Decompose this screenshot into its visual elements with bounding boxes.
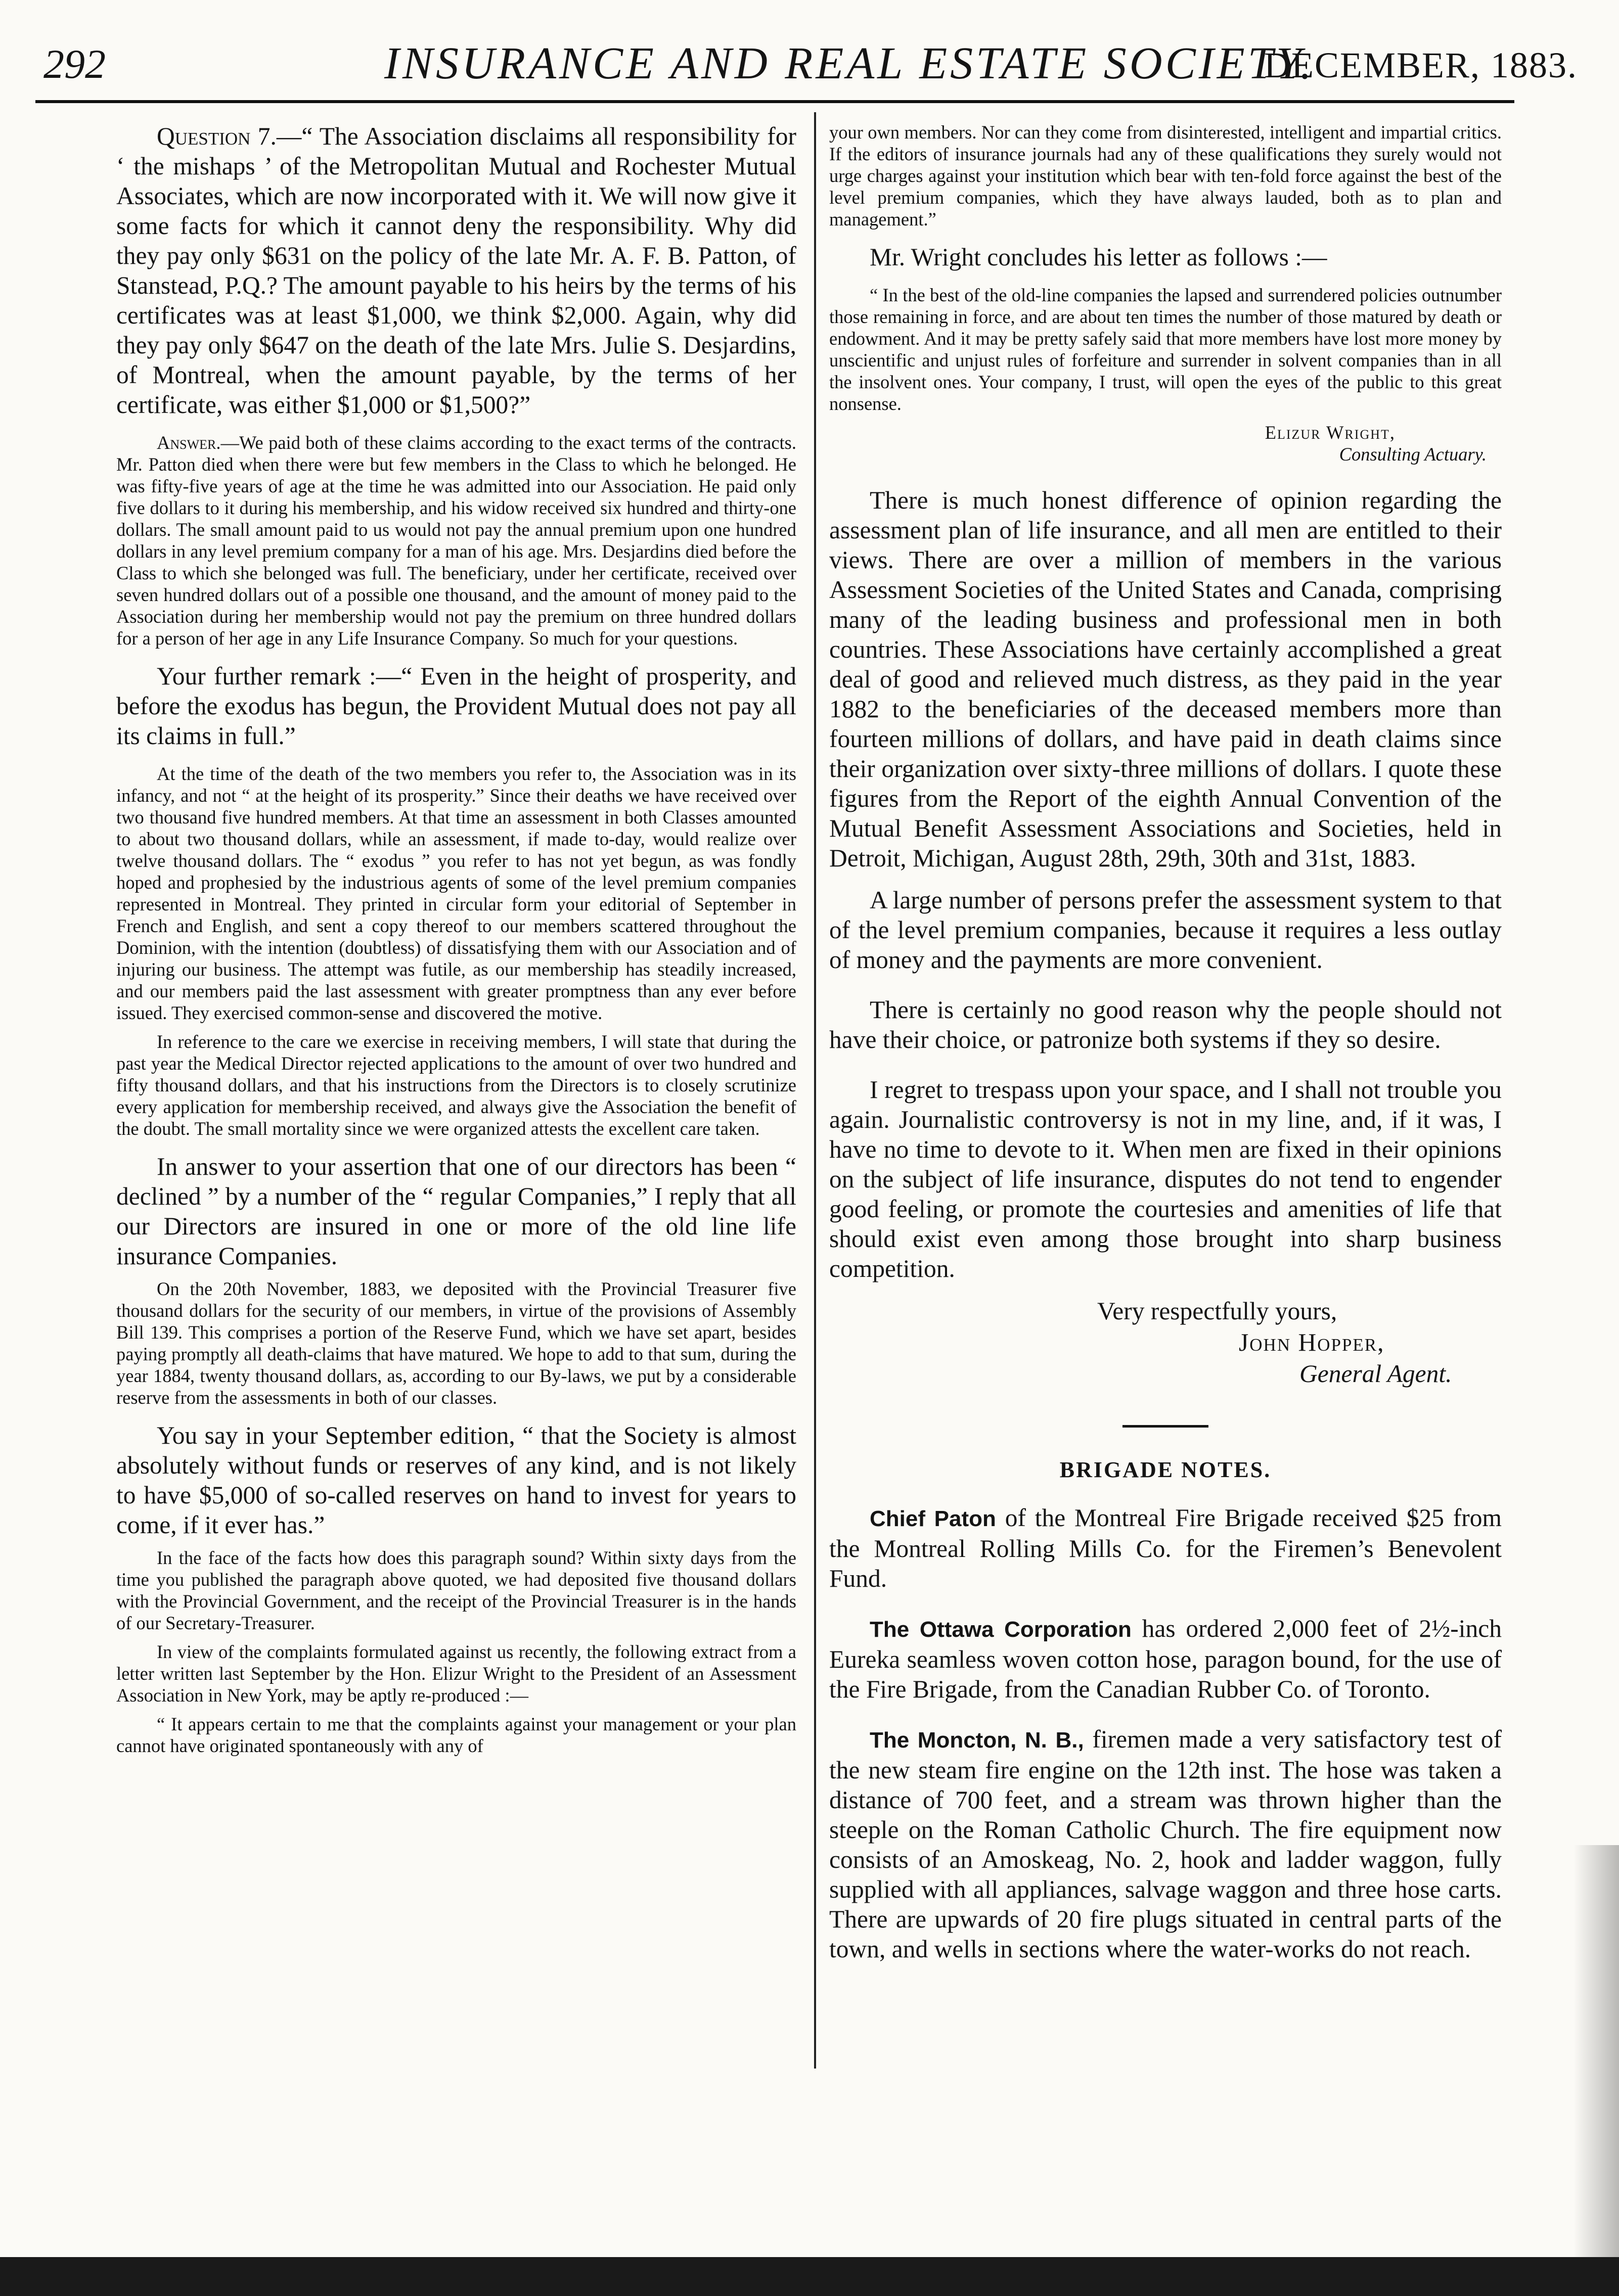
question-text: —“ The Association disclaims all responsibility for ‘ the mishaps ’ of the Metropolitan Mutual and Rochester Mutual Associates, which are now incorporated with it. We will now give it some facts for which it cannot deny the responsibility. Why did they pay only $631 on the policy of the late Mr. A. F. B. Patton, of Stanstead, P.Q.? The amount payable to his heirs by the terms of his certificates was at least $1,000, we think $2,000. Again, why did they pay only $647 on the death of the late Mrs. Julie S. Desjardins, of Montreal, when the amount payable, by the terms of her certificate, was either $1,000 or $1,500?”: [116, 122, 796, 419]
question-paragraph: [116, 121, 796, 420]
opinion-paragraph: There is much honest difference of opinion regarding the assessment plan of life insurance, and all men are entitled to their views. There are over a million of members in the various Assessment Societies of the United States and Canada, comprising many of the leading business and professional men in both countries. These Associations have certainly accomplished a great deal of good and relieved much distress, as they paid in the year 1882 to the beneficiaries of the deceased members more than fourteen millions of dollars, and have paid in death claims since their organization over sixty-three millions of dollars. I quote these figures from the Report of the eighth Annual Convention of the Mutual Benefit Assessment Associations and Societies, held in Detroit, Michigan, August 28th, 29th, 30th and 31st, 1883.: [829, 486, 1502, 872]
note-lead: The Moncton, N. B.,: [870, 1728, 1084, 1753]
closing-line: Very respectfully yours,: [1097, 1297, 1337, 1325]
answer-label: Answer.: [157, 432, 221, 453]
closing-title: General Agent.: [1299, 1360, 1452, 1388]
wright-signature-title: Consulting Actuary.: [1339, 444, 1487, 465]
brigade-note: [829, 1724, 1502, 1964]
header-rule: [35, 100, 1514, 103]
right-column: [829, 121, 1502, 1964]
answer-text: —We paid both of these claims according to the exact terms of the contracts. Mr. Patton died when there were but few members in the Class to which he belonged. He was fifty-five years of age at the time he was admitted into our Association. He paid only five dollars to it during his membership, and his widow received six hundred and thirty-one dollars. The small amount paid to us would not pay the annual premium upon one hundred dollars in any level premium company for a man of his age. Mrs. Desjardins died before the Class to which she belonged was full. The beneficiary, under her certificate, received over seven hundred dollars out of a possible one thousand, and the amount of money paid to the Association during her membership would not pay the premium on three hundred dollars for a person of her age in any Life Insurance Company. So much for your questions.: [116, 432, 796, 649]
issue-date: DECEMBER, 1883.: [1264, 45, 1578, 85]
note-text: of the Montreal Fire Brigade received $25 from the Montreal Rolling Mills Co. for the Firemen’s Benevolent Fund.: [829, 1504, 1502, 1592]
reason-paragraph: There is certainly no good reason why the people should not have their choice, or patronize both systems if they so desire.: [829, 996, 1502, 1053]
remark-paragraph: Your further remark :—“ Even in the height of prosperity, and before the exodus has begun, the Provident Mutual does not pay all its claims in full.”: [116, 662, 796, 750]
scan-bottom-band: [0, 2257, 1619, 2296]
brigade-notes: [829, 1503, 1502, 1964]
page-header: [0, 35, 1619, 96]
question-label: Question 7.: [157, 122, 277, 150]
prefer-paragraph: A large number of persons prefer the assessment system to that of the level premium companies, because it requires a less outlay of money and the payments are more convenient.: [829, 886, 1502, 974]
closing-name: John Hopper,: [1239, 1328, 1385, 1356]
note-text: firemen made a very satisfactory test of the new steam fire engine on the 12th inst. The hose was taken a distance of 700 feet, and a stream was thrown higher than the steeple on the Roman Catholic Church. The fire equipment now consists of an Amoskeag, No. 2, hook and ladder waggon, fully supplied with all appliances, salvage waggon and three hose carts. There are upwards of 20 fire plugs situated in central parts of the town, and wells in sections where the water-works do not reach.: [829, 1725, 1502, 1963]
quote-continued-paragraph: your own members. Nor can they come from disinterested, intelligent and impartial critics. If the editors of insurance journals had any of these qualifications they surely would not urge charges against your institution which bear with ten-fold force against the best of the level premium companies, which they have always lauded, both as to plan and management.”: [829, 122, 1502, 229]
care-paragraph: In reference to the care we exercise in receiving members, I will state that during the past year the Medical Director rejected applications to the amount of over two hundred and fifty thousand dollars, and that his instructions from the Directors is to closely scrutinize every application for membership received, and always give the Association the benefit of the doubt. The small mortality since we were organized attests the excellent care taken.: [116, 1031, 796, 1139]
brigade-note: [829, 1614, 1502, 1704]
page-edge-shadow: [1573, 1845, 1619, 2257]
wright-signature-name: Elizur Wright,: [1265, 422, 1396, 443]
facts-paragraph: In the face of the facts how does this paragraph sound? Within sixty days from the time you published the paragraph above quoted, we had deposited five thousand dollars with the Provincial Government, and the receipt of the Provincial Treasurer is in the hands of our Secretary-Treasurer.: [116, 1547, 796, 1633]
answer-paragraph: [116, 432, 796, 649]
death-paragraph: At the time of the death of the two members you refer to, the Association was in its infancy, and not “ at the height of its prosperity.” Since their deaths we have received over two thousand five hundred members. At that time an assessment in both Classes amounted to about two thousand dollars, while an assessment, if made to-day, would realize over twelve thousand dollars. The “ exodus ” you refer to has not yet begun, as was fondly hoped and prophesied by the industrious agents of some of the level premium companies represented in Montreal. They printed in circular form your editorial of September in French and English, and sent a copy thereof to our members scattered throughout the Dominion, with the intention (doubtless) of dissatisfying them with our Association and of injuring our business. The attempt was futile, as our membership has steadily increased, and our members paid the last assessment with greater promptness than any ever before issued. They exercised common-sense and discovered the motive.: [116, 763, 796, 1023]
journal-title: INSURANCE AND REAL ESTATE SOCIETY.: [384, 38, 1315, 88]
closing-block: [829, 1296, 1502, 1390]
page-number: 292: [43, 41, 106, 87]
column-divider: [814, 112, 816, 2069]
note-text: has ordered 2,000 feet of 2½-inch Eureka seamless woven cotton hose, paragon bound, for the use of the Fire Brigade, from the Canadian Rubber Co. of Toronto.: [829, 1615, 1502, 1703]
section-rule: [1122, 1425, 1208, 1428]
directors-paragraph: In answer to your assertion that one of our directors has been “ declined ” by a number of the “ regular Companies,” I reply that all our Directors are insured in one or more of the old line life insurance Companies.: [116, 1153, 796, 1270]
wright-quote-paragraph: “ In the best of the old-line companies the lapsed and surrendered policies outnumber those remaining in force, and are about ten times the number of those matured by death or endowment. And it may be pretty safely said that more members have lost more money by unscientific and unjust rules of forfeiture and surrender in solvent companies than in all the insolvent ones. Your company, I trust, will open the eyes of the public to this great nonsense.: [829, 285, 1502, 414]
note-lead: The Ottawa Corporation: [870, 1617, 1132, 1642]
wright-signature: [829, 422, 1502, 465]
quote-start-paragraph: “ It appears certain to me that the complaints against your management or your plan cannot have originated spontaneously with any of: [116, 1714, 796, 1756]
view-paragraph: In view of the complaints formulated against us recently, the following extract from a letter written last September by the Hon. Elizur Wright to the President of an Assessment Association in New York, may be aptly re-produced :—: [116, 1641, 796, 1706]
deposit-paragraph: On the 20th November, 1883, we deposited with the Provincial Treasurer five thousand dollars for the security of our members, in virtue of the provisions of Assembly Bill 139. This comprises a portion of the Reserve Fund, which we have set apart, besides paying promptly all death-claims that have matured. We hope to add to that sum, during the year 1884, twenty thousand dollars, as, according to our By-laws, we put by a considerable reserve from the assessments in both of our classes.: [116, 1278, 796, 1408]
left-column: [116, 121, 796, 1757]
brigade-note: [829, 1503, 1502, 1593]
regret-paragraph: I regret to trespass upon your space, and I shall not trouble you again. Journalistic controversy is not in my line, and, if it was, I have no time to devote to it. When men are fixed in their opinions on the subject of life insurance, disputes do not tend to engender good feeling, or promote the courtesies and amenities of life that should exist even among those brought into sharp business competition.: [829, 1076, 1502, 1282]
section-title: BRIGADE NOTES.: [1059, 1457, 1272, 1482]
you-say-paragraph: You say in your September edition, “ that the Society is almost absolutely without funds or reserves of any kind, and is not likely to have $5,000 of so-called reserves on hand to invest for years to come, if it ever has.”: [116, 1421, 796, 1539]
wright-concludes-line: Mr. Wright concludes his letter as follows :—: [870, 243, 1327, 271]
note-lead: Chief Paton: [870, 1506, 996, 1531]
